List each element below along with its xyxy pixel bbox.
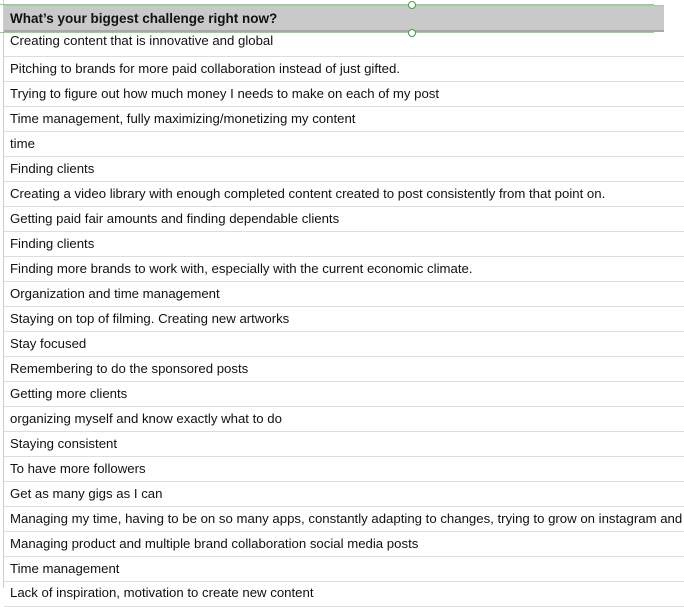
table-cell[interactable]: organizing myself and know exactly what to do <box>10 411 282 426</box>
table-row[interactable] <box>4 107 684 132</box>
table-cell[interactable]: Time management <box>10 561 120 576</box>
table-cell[interactable]: Get as many gigs as I can <box>10 486 163 501</box>
table-cell[interactable]: Managing product and multiple brand collaboration social media posts <box>10 536 419 551</box>
table-cell[interactable]: Trying to figure out how much money I needs to make on each of my post <box>10 86 440 101</box>
table-row[interactable] <box>4 382 684 407</box>
table-row[interactable] <box>4 82 684 107</box>
column-header-cell[interactable]: What’s your biggest challenge right now? <box>10 11 278 26</box>
table-row[interactable] <box>4 357 684 382</box>
table-cell[interactable]: Organization and time management <box>10 286 220 301</box>
resize-handle-top[interactable] <box>408 1 416 9</box>
table-row[interactable] <box>4 507 684 532</box>
table-cell[interactable]: Creating a video library with enough completed content created to post consistently from that point on. <box>10 186 606 201</box>
table-cell[interactable]: Pitching to brands for more paid collaboration instead of just gifted. <box>10 61 400 76</box>
table-row[interactable] <box>4 182 684 207</box>
table-row[interactable] <box>4 207 684 232</box>
table-cell[interactable]: Finding clients <box>10 161 95 176</box>
table-cell[interactable]: time <box>10 136 35 151</box>
table-cell[interactable]: To have more followers <box>10 461 146 476</box>
table-cell[interactable]: Creating content that is innovative and global <box>10 33 274 48</box>
table-cell[interactable]: Time management, fully maximizing/monetizing my content <box>10 111 356 126</box>
table-cell[interactable]: Finding more brands to work with, especially with the current economic climate. <box>10 261 473 276</box>
table-row[interactable] <box>4 582 684 607</box>
table-cell[interactable]: Staying on top of filming. Creating new artworks <box>10 311 290 326</box>
column-header-row[interactable] <box>4 5 664 32</box>
table-cell[interactable]: Managing my time, having to be on so many apps, constantly adapting to changes, trying to grow on instagram and <box>10 511 683 526</box>
table-row[interactable] <box>4 457 684 482</box>
table-cell[interactable]: Staying consistent <box>10 436 118 451</box>
table-cell[interactable]: Stay focused <box>10 336 87 351</box>
table-row[interactable] <box>4 557 684 582</box>
table-row[interactable] <box>4 482 684 507</box>
table-row[interactable] <box>4 332 684 357</box>
table-cell[interactable]: Finding clients <box>10 236 95 251</box>
table-cell[interactable]: Getting paid fair amounts and finding dependable clients <box>10 211 340 226</box>
table-row[interactable] <box>4 57 684 82</box>
table-row[interactable] <box>4 407 684 432</box>
table-row[interactable] <box>4 282 684 307</box>
table-row[interactable] <box>4 307 684 332</box>
table-row[interactable] <box>4 157 684 182</box>
table-cell[interactable]: Remembering to do the sponsored posts <box>10 361 249 376</box>
table-row[interactable] <box>4 132 684 157</box>
table-row[interactable] <box>4 532 684 557</box>
table-row[interactable] <box>4 257 684 282</box>
table-cell[interactable]: Lack of inspiration, motivation to create new content <box>10 585 314 600</box>
table-row[interactable] <box>4 432 684 457</box>
table-row[interactable] <box>4 232 684 257</box>
table-cell[interactable]: Getting more clients <box>10 386 128 401</box>
table-body <box>4 32 684 607</box>
table-row[interactable] <box>4 32 684 57</box>
